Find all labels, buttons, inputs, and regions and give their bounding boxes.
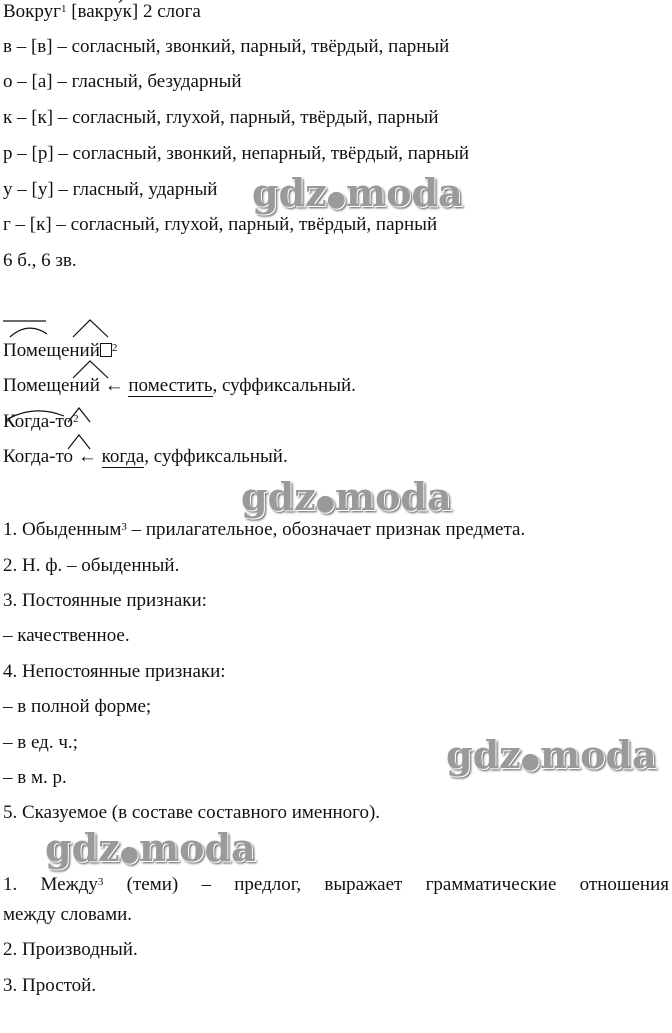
preposition-line-cont: между словами. <box>3 904 133 925</box>
preposition-word: 1. Между <box>3 874 98 895</box>
adjective-line: – в ед. ч.; <box>3 732 78 753</box>
adjective-line: 5. Сказуемое (в составе составного именного). <box>3 802 381 823</box>
derivation-word1 <box>3 374 356 398</box>
watermark-logo: gdz●moda <box>45 825 256 870</box>
adjective-line: – в м. р. <box>3 767 67 788</box>
source-word: поместить <box>128 375 213 396</box>
preposition-line-1 <box>3 873 669 897</box>
derivation-word2 <box>3 445 288 469</box>
formation-method: , суффиксальный. <box>144 446 288 467</box>
task-superscript: 1 <box>60 3 67 15</box>
adjective-line: – в полной форме; <box>3 696 152 717</box>
adjective-line: 4. Непостоянные признаки: <box>3 661 226 682</box>
adjective-description: – прилагательное, обозначает признак предмета. <box>126 519 526 540</box>
arrow-left-icon: ← <box>104 375 124 396</box>
word-pomeshcheniy: Помещений <box>3 340 100 361</box>
phonetic-line: г – [к] – согласный, глухой, парный, твёрдый, парный <box>3 214 438 235</box>
word-vokrug: Вокруг <box>3 1 61 22</box>
phonetic-line: р – [р] – согласный, звонкий, непарный, твёрдый, парный <box>3 143 470 164</box>
morpheme-word2 <box>3 410 79 434</box>
adjective-line: 2. Н. ф. – обыденный. <box>3 555 180 576</box>
phonetic-summary: 6 б., 6 зв. <box>3 250 77 271</box>
task-superscript: 2 <box>73 413 79 425</box>
task-superscript: 3 <box>121 521 127 533</box>
phonetic-heading <box>3 0 201 24</box>
task-superscript: 3 <box>97 876 104 888</box>
watermark-logo: gdz●moda <box>241 474 452 519</box>
preposition-line: 3. Простой. <box>3 975 97 996</box>
transcription: [вакру́к] 2 слога <box>71 1 201 22</box>
phonetic-line: о – [а] – гласный, безударный <box>3 71 242 92</box>
arrow-left-icon: ← <box>77 446 97 467</box>
null-ending-box <box>100 343 112 357</box>
adjective-line: 3. Постоянные признаки: <box>3 590 207 611</box>
preposition-line: 2. Производный. <box>3 939 138 960</box>
morpheme-word1 <box>3 339 117 363</box>
source-word: когда <box>101 446 145 467</box>
formation-method: , суффиксальный. <box>212 375 356 396</box>
phonetic-line: у – [у] – гласный, ударный <box>3 179 218 200</box>
derived-word: Помещений <box>3 375 100 396</box>
phonetic-line: в – [в] – согласный, звонкий, парный, твёрдый, парный <box>3 36 450 57</box>
watermark-logo: gdz●moda <box>252 170 463 215</box>
adjective-line-1 <box>3 518 525 542</box>
derived-word: Когда-то <box>3 446 74 467</box>
watermark-logo: gdz●moda <box>446 732 657 777</box>
word-kogda-to: Когда-то <box>3 411 74 432</box>
preposition-description: (теми) – предлог, выражает грамматические отношения <box>103 874 670 895</box>
adjective-line: – качественное. <box>3 625 130 646</box>
task-superscript: 2 <box>111 342 118 354</box>
adjective-word: 1. Обыденным <box>3 519 122 540</box>
phonetic-line: к – [к] – согласный, глухой, парный, твёрдый, парный <box>3 107 439 128</box>
